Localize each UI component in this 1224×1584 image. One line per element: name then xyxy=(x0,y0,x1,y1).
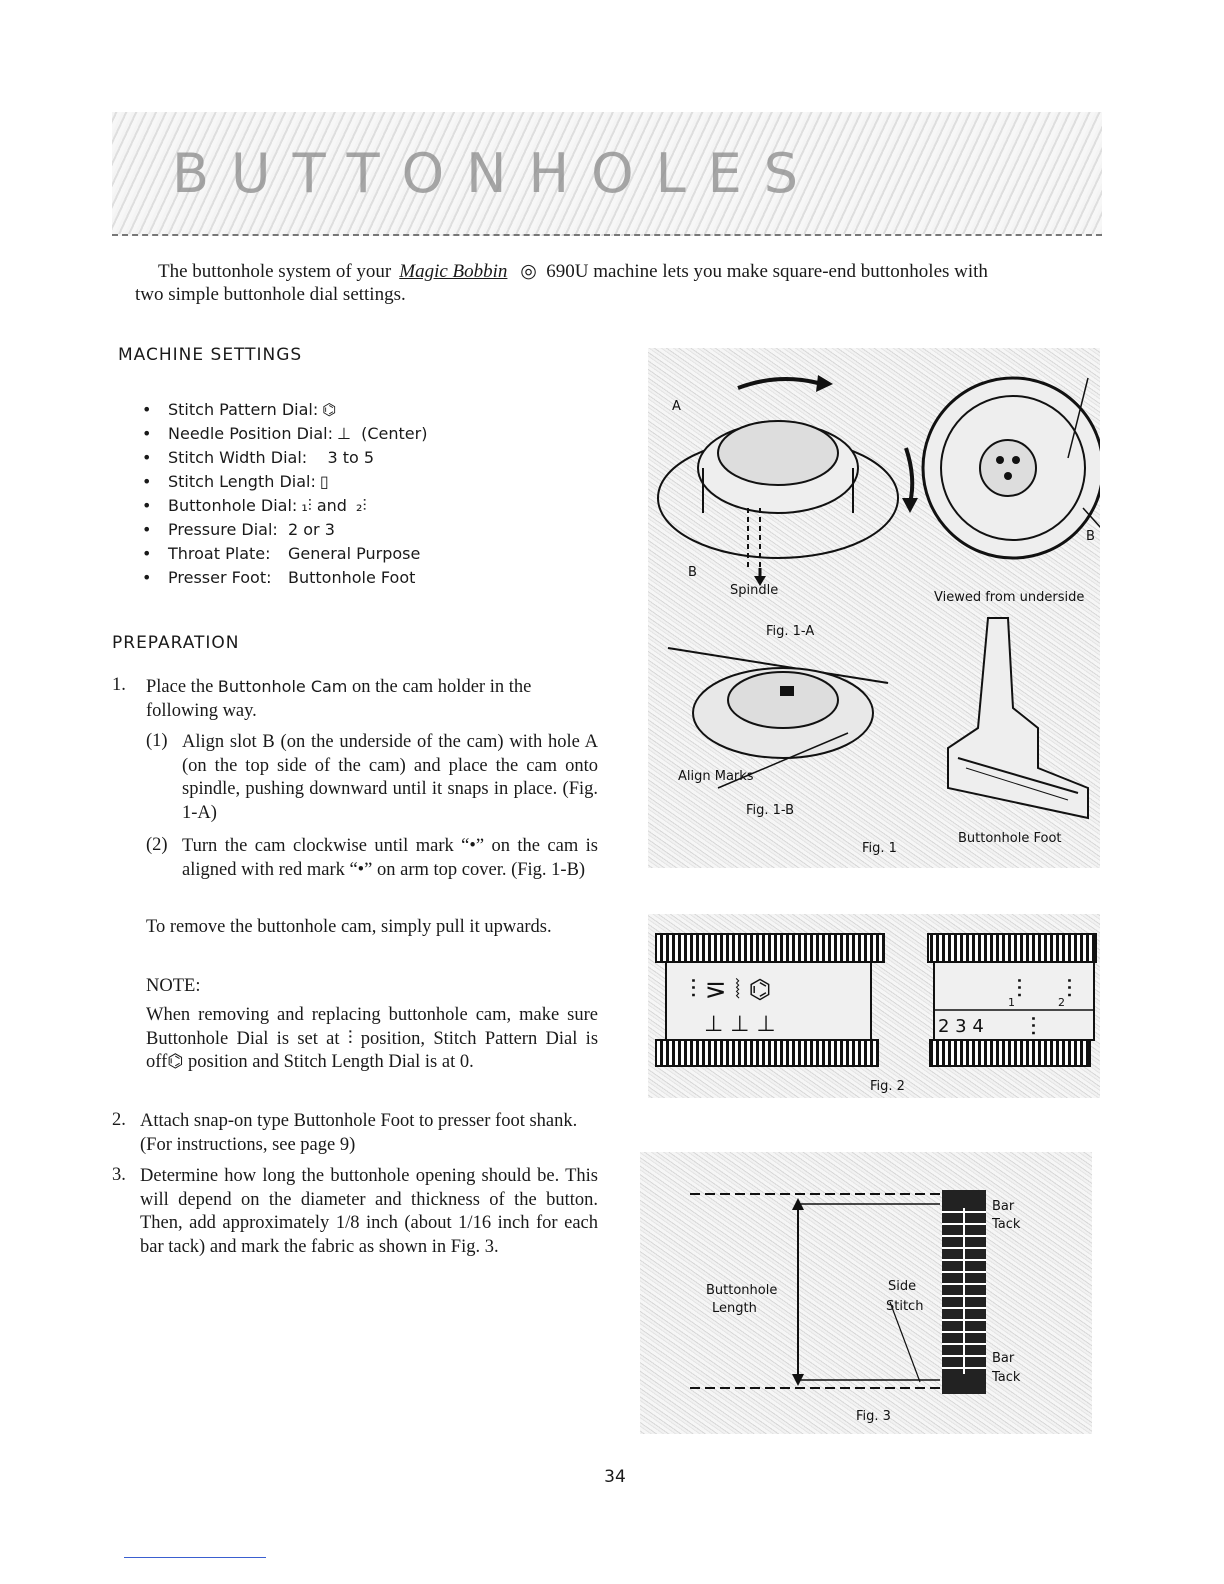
list-item xyxy=(142,542,562,566)
note-text-2: position, Stitch Pattern Dial is off xyxy=(146,1028,599,1072)
intro-text-1: The buttonhole system of your xyxy=(158,261,392,282)
setting-label: Buttonhole Dial: xyxy=(168,496,298,515)
setting-value: 3 to 5 xyxy=(327,448,375,467)
substep-a-number: (1) xyxy=(146,731,168,751)
note-text-3: position and Stitch Length Dial is at 0. xyxy=(188,1052,474,1072)
fig1-label-b-right: B xyxy=(1086,529,1095,544)
fig2-pattern-symbols: ⫶ ⋝ ⦚ ⌬ xyxy=(690,975,772,1005)
list-item xyxy=(142,398,562,422)
fig3-buttonhole-length-1: Buttonhole xyxy=(706,1283,778,1298)
step-3-number: 3. xyxy=(112,1165,126,1185)
fig2-length-symbol-icon: ⫶ xyxy=(1030,1013,1037,1043)
fig2-mark-2: 2 xyxy=(1058,996,1065,1009)
step-1-text xyxy=(146,675,598,723)
step-1-text-a: Place the xyxy=(146,677,214,697)
step-3-text: Determine how long the buttonhole opening should be. This will depend on the diameter and thickness of the button. Then, add approximately 1/8 inch (about 1/16 inch for each bar tack) and mark the fabric as shown in Fig. 3. xyxy=(140,1166,598,1257)
fig3-buttonhole-length-2: Length xyxy=(712,1301,757,1316)
fig2-mark-1: 1 xyxy=(1008,996,1015,1009)
setting-label: Stitch Length Dial: xyxy=(168,472,316,491)
buttonhole-step2-icon: ₂⫶ xyxy=(356,496,367,515)
setting-label: Needle Position Dial: xyxy=(168,424,333,443)
preparation-heading: PREPARATION xyxy=(112,633,240,653)
setting-value: and xyxy=(316,496,347,515)
fig1-caption: Fig. 1 xyxy=(862,841,897,856)
setting-label: Throat Plate: xyxy=(168,544,271,563)
registered-icon: ◎ xyxy=(520,261,537,282)
machine-settings-heading: MACHINE SETTINGS xyxy=(118,345,303,365)
buttonhole-pattern-icon: ⌬ xyxy=(167,1052,184,1072)
setting-value: (Center) xyxy=(361,424,428,443)
fig2-needle-symbols: ⊥ ⊥ ⊥ xyxy=(704,1012,776,1037)
setting-label: Presser Foot: xyxy=(168,568,272,587)
list-item xyxy=(142,518,562,542)
step-1-bold: Buttonhole Cam xyxy=(217,677,348,696)
fig3-bar-tack-top-2: Tack xyxy=(992,1217,1021,1232)
setting-label: Stitch Pattern Dial: xyxy=(168,400,319,419)
figure-1-buttonhole-cam xyxy=(648,348,1100,868)
fig3-bar-tack-bottom-2: Tack xyxy=(992,1370,1021,1385)
fig2-step2-symbol-icon: ⫶ xyxy=(1066,975,1073,1005)
step-1-number: 1. xyxy=(112,675,126,695)
fig3-bar-tack-top-1: Bar xyxy=(992,1199,1015,1214)
setting-value: Buttonhole Foot xyxy=(288,568,416,587)
intro-text-2: 690U machine lets you make square-end buttonholes with xyxy=(546,261,988,282)
fig1-buttonhole-foot-label: Buttonhole Foot xyxy=(958,831,1062,846)
step-1-text-b: on the cam holder in the following way. xyxy=(146,677,532,721)
fig2-dial-numbers: 2 3 4 xyxy=(938,1016,984,1037)
buttonhole-step1-icon: ₁⫶ xyxy=(301,496,312,515)
list-item xyxy=(142,470,562,494)
step-2-number: 2. xyxy=(112,1110,126,1130)
fig1-viewed-label: Viewed from underside xyxy=(934,590,1085,605)
brand-logo: Magic Bobbin xyxy=(399,261,508,282)
buttonhole-dial-symbol-icon: ⫶ xyxy=(347,1028,353,1049)
center-needle-icon: ⊥ xyxy=(336,424,351,443)
note-text xyxy=(146,1004,598,1075)
substep-b-number: (2) xyxy=(146,835,168,855)
setting-value: General Purpose xyxy=(288,544,421,563)
footer-rule xyxy=(124,1557,266,1558)
note-text-1: When removing and replacing buttonhole cam, make sure Buttonhole Dial is set at xyxy=(146,1005,598,1049)
remove-cam-text: To remove the buttonhole cam, simply pull it upwards. xyxy=(146,917,552,937)
substep-a-text: Align slot B (on the underside of the cam) with hole A (on the top side of the cam) and place the cam onto spindle, pushing downward until it snaps in place. (Fig. 1-A) xyxy=(182,732,598,823)
fig3-bar-tack-bottom-1: Bar xyxy=(992,1351,1015,1366)
fig3-side-stitch-2: Stitch xyxy=(886,1299,924,1314)
figure-3-buttonhole-marking xyxy=(640,1152,1092,1434)
title-banner xyxy=(112,112,1102,236)
note-heading: NOTE: xyxy=(146,976,201,996)
step-2-text: Attach snap-on type Buttonhole Foot to presser foot shank. (For instructions, see page 9) xyxy=(140,1111,578,1155)
figure-2-dials xyxy=(648,914,1100,1098)
satin-length-icon: ▯ xyxy=(319,472,329,491)
fig3-caption: Fig. 3 xyxy=(856,1409,891,1424)
fig1-label-a: A xyxy=(672,399,681,414)
fig1-spindle-label: Spindle xyxy=(730,583,779,598)
list-item xyxy=(142,494,562,518)
banner-title: BUTTONHOLES xyxy=(172,142,821,205)
list-item xyxy=(142,446,562,470)
page-number: 34 xyxy=(604,1467,626,1487)
fig2-step1-symbol-icon: ⫶ xyxy=(1016,975,1023,1005)
intro-text-3: two simple buttonhole dial settings. xyxy=(135,284,406,305)
fig1-label-b-left: B xyxy=(688,565,697,580)
setting-label: Pressure Dial: xyxy=(168,520,278,539)
fig1-align-marks-label: Align Marks xyxy=(678,769,754,784)
machine-settings-list xyxy=(142,398,562,590)
fig3-side-stitch-1: Side xyxy=(888,1279,917,1294)
fig1b-caption: Fig. 1-B xyxy=(746,803,795,818)
intro-paragraph xyxy=(135,260,1115,306)
buttonhole-pattern-icon: ⌬ xyxy=(322,400,337,419)
fig1a-caption: Fig. 1-A xyxy=(766,624,815,639)
setting-value: 2 or 3 xyxy=(288,520,335,539)
fig2-caption: Fig. 2 xyxy=(870,1079,905,1094)
list-item xyxy=(142,422,562,446)
list-item xyxy=(142,566,562,590)
substep-b-text: Turn the cam clockwise until mark “•” on the cam is aligned with red mark “•” on arm top cover. (Fig. 1-B) xyxy=(182,836,598,880)
setting-label: Stitch Width Dial: xyxy=(168,448,308,467)
